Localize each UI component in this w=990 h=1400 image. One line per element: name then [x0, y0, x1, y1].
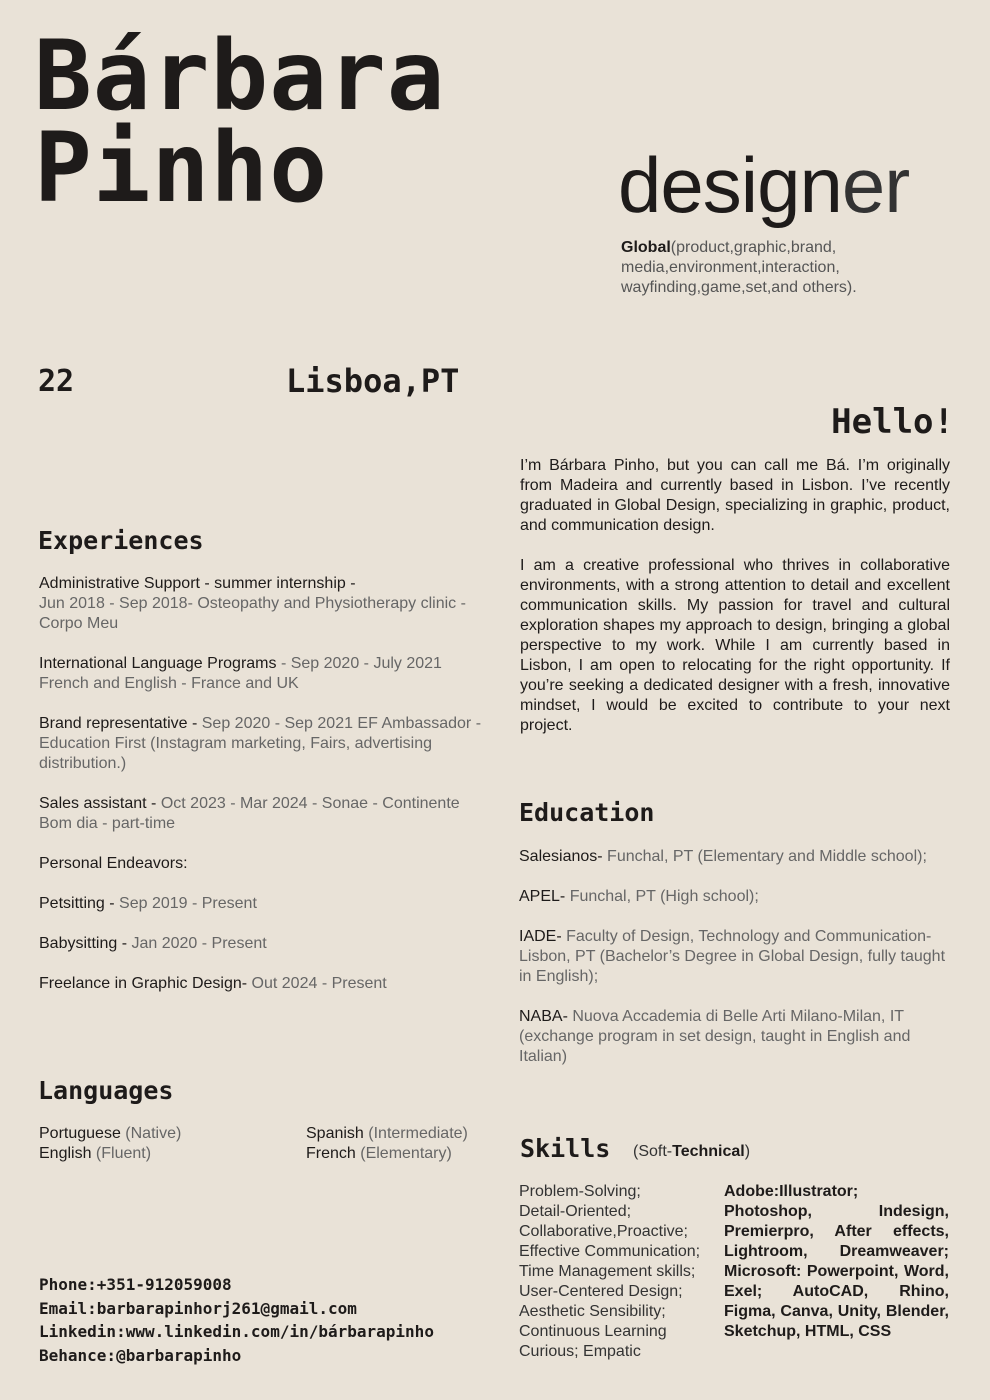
role-description: [621, 238, 911, 298]
age: 22: [38, 364, 75, 399]
education-title: Education: [519, 798, 655, 827]
skills-title: Skills: [520, 1134, 611, 1163]
about-text: [520, 456, 950, 756]
experience-item: Babysitting - Jan 2020 - Present: [39, 935, 267, 952]
experience-item: Petsitting - Sep 2019 - Present: [39, 895, 257, 912]
about-paragraph: I’m Bárbara Pinho, but you can call me Bá. I’m originally from Madeira and currently based in Lisbon. I’ve recently graduated in Global Design, specializing in graphic, product, and communication design.: [520, 457, 950, 534]
role-suffix: er: [841, 141, 910, 229]
experience-item: Freelance in Graphic Design- Out 2024 - Present: [39, 975, 387, 992]
contact-email: Email:barbarapinhorj261@gmail.com: [39, 1298, 357, 1318]
contact-block: [39, 1273, 434, 1367]
role-desc-text: (product,graphic,brand, media,environment,interaction, wayfinding,game,set,and others).: [621, 239, 857, 296]
full-name: [34, 20, 446, 224]
last-name: Pinho: [34, 112, 328, 224]
soft-skill: Problem-Solving;: [519, 1183, 641, 1200]
soft-skill: User-Centered Design;: [519, 1283, 683, 1300]
languages-title: Languages: [38, 1076, 174, 1105]
role-title: [618, 140, 909, 231]
experiences-title: Experiences: [38, 526, 204, 555]
experience-item: International Language Programs - Sep 2020 - July 2021 French and English - France and UK: [39, 655, 442, 692]
contact-behance: Behance:@barbarapinho: [39, 1345, 242, 1365]
language-item: French (Elementary): [306, 1145, 452, 1162]
language-item: Spanish (Intermediate): [306, 1125, 468, 1142]
first-name: Bárbara: [34, 20, 446, 132]
education-item: APEL- Funchal, PT (High school);: [519, 888, 759, 905]
skills-note: (Soft-Technical): [633, 1143, 751, 1160]
language-item: English (Fluent): [39, 1145, 152, 1162]
about-heading: Hello!: [831, 402, 954, 442]
contact-linkedin: Linkedin:www.linkedin.com/in/bárbarapinho: [39, 1322, 434, 1341]
education-list: [519, 847, 954, 1087]
soft-skill: Aesthetic Sensibility;: [519, 1303, 666, 1320]
technical-skills: Adobe:Illustrator; Photoshop, Indesign, Premierpro, After effects, Lightroom, Dreamweaver; Microsoft: Powerpoint, Word, Exel; AutoCAD, Rhino, Figma, Canva, Unity, Blender, Sketchup, HTML, CSS: [724, 1183, 949, 1340]
experience-item: Brand representative - Sep 2020 - Sep 2021 EF Ambassador - Education First (Instagram marketing, Fairs, advertising distribution.): [39, 715, 482, 772]
experiences-list: [39, 574, 489, 1014]
education-item: Salesianos- Funchal, PT (Elementary and Middle school);: [519, 848, 927, 865]
soft-skill: Effective Communication;: [519, 1243, 701, 1260]
experience-item: Administrative Support - summer internship - Jun 2018 - Sep 2018- Osteopathy and Physiotherapy clinic - Corpo Meu: [39, 575, 466, 632]
education-item: IADE- Faculty of Design, Technology and Communication- Lisbon, PT (Bachelor’s Degree in Global Design, fully taught in English);: [519, 928, 946, 985]
soft-skill: Collaborative,Proactive;: [519, 1223, 688, 1240]
education-item: NABA- Nuova Accademia di Belle Arti Milano-Milan, IT (exchange program in set design, taught in English and Italian): [519, 1008, 911, 1065]
soft-skill: Continuous Learning: [519, 1323, 667, 1340]
role-desc-strong: Global: [621, 239, 671, 256]
soft-skill: Curious; Empatic: [519, 1343, 641, 1360]
soft-skill: Detail-Oriented;: [519, 1203, 632, 1220]
role-main: design: [618, 141, 842, 229]
soft-skills-list: [519, 1182, 700, 1362]
about-paragraph: I am a creative professional who thrives in collaborative environments, with a strong attention to detail and excellent communication skills. My passion for travel and cultural exploration shapes my approach to design, bringing a global perspective to my work. While I am currently based in Lisbon, I am open to relocating for the right opportunity. If you’re seeking a dedicated designer with a fresh, innovative mindset, I would be excited to contribute to your next project.: [520, 557, 950, 734]
soft-skill: Time Management skills;: [519, 1263, 696, 1280]
contact-phone: Phone:+351-912059008: [39, 1275, 232, 1294]
location: Lisboa,PT: [286, 362, 460, 400]
language-item: Portuguese (Native): [39, 1125, 182, 1142]
languages-column: [306, 1124, 468, 1164]
experience-item: Personal Endeavors:: [39, 855, 188, 872]
experience-item: Sales assistant - Oct 2023 - Mar 2024 - Sonae - Continente Bom dia - part-time: [39, 795, 460, 832]
languages-column: [39, 1124, 181, 1164]
